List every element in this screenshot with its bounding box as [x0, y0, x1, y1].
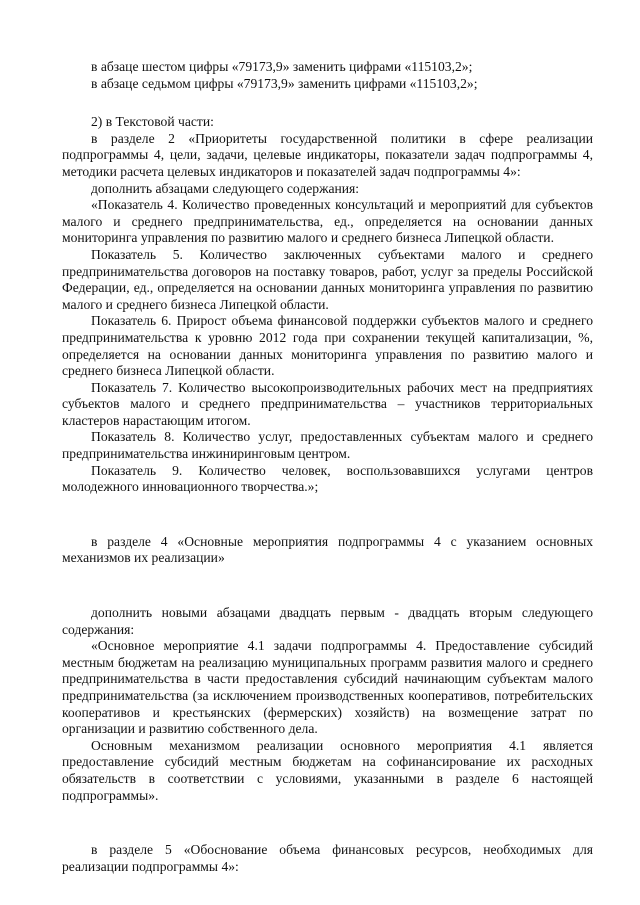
paragraph-5: дополнить абзацами следующего содержания:	[91, 180, 360, 196]
paragraph-12: в разделе 4 «Основные мероприятия подпрограммы 4 с указанием основных механизмов их реализации»	[62, 533, 593, 566]
paragraph-11: Показатель 9. Количество человек, воспользовавшихся услугами центров молодежного инновационного творчества.»;	[62, 462, 593, 495]
paragraph-2: в абзаце седьмом цифры «79173,9» заменить цифрами «115103,2»;	[91, 75, 478, 91]
paragraph-1: в абзаце шестом цифры «79173,9» заменить цифрами «115103,2»;	[91, 59, 473, 74]
paragraph-10: Показатель 8. Количество услуг, предоставленных субъектам малого и среднего предпринимательства инжиниринговым центром.	[62, 429, 593, 462]
paragraph-4: в разделе 2 «Приоритеты государственной политики в сфере реализации подпрограммы 4, цели, задачи, целевые индикаторы, показатели задач подпрограммы 4, методики расчета целевых индикаторов и показателей задач подпрограммы 4»:	[62, 130, 593, 179]
paragraph-6: «Показатель 4. Количество проведенных консультаций и мероприятий для субъектов малого и среднего предпринимательства, ед., определяется на основании данных мониторинга управления по развитию малого и среднего бизнеса Липецкой области.	[62, 197, 593, 246]
paragraph-14: «Основное мероприятие 4.1 задачи подпрограммы 4. Предоставление субсидий местным бюджетам на реализацию муниципальных программ развития малого и среднего предпринимательства в части предоставления субсидий начинающим субъектам малого предпринимательства (за исключением производственных кооперативов, потребительских кооперативов и крестьянских (фермерских) хозяйств) на возмещение затрат по организации и развитию собственного дела.	[62, 638, 593, 737]
paragraph-13: дополнить новыми абзацами двадцать первым - двадцать вторым следующего содержания:	[62, 605, 593, 637]
paragraph-8: Показатель 6. Прирост объема финансовой поддержки субъектов малого и среднего предпринимательства к уровню 2012 года при сохранении текущей капитализации, %, определяется на основании данных мониторинга управления по развитию малого и среднего бизнеса Липецкой области.	[62, 313, 593, 379]
paragraph-7: Показатель 5. Количество заключенных субъектами малого и среднего предпринимательства договоров на поставку товаров, работ, услуг за пределы Российской Федерации, ед., определяется на основании данных мониторинга управления по развитию малого и среднего бизнеса Липецкой области.	[62, 246, 593, 312]
paragraph-16: в разделе 5 «Обоснование объема финансовых ресурсов, необходимых для реализации подпрограммы 4»:	[62, 842, 593, 874]
paragraph-9: Показатель 7. Количество высокопроизводительных рабочих мест на предприятиях субъектов малого и среднего предпринимательства – участников территориальных кластеров нарастающим итогом.	[62, 379, 593, 428]
paragraph-3: 2) в Текстовой части:	[91, 114, 214, 130]
paragraph-15: Основным механизмом реализации основного мероприятия 4.1 является предоставление субсидий местным бюджетам на софинансирование их расходных обязательств в соответствии с условиями, указанными в разделе 6 настоящей подпрограммы».	[62, 737, 593, 803]
